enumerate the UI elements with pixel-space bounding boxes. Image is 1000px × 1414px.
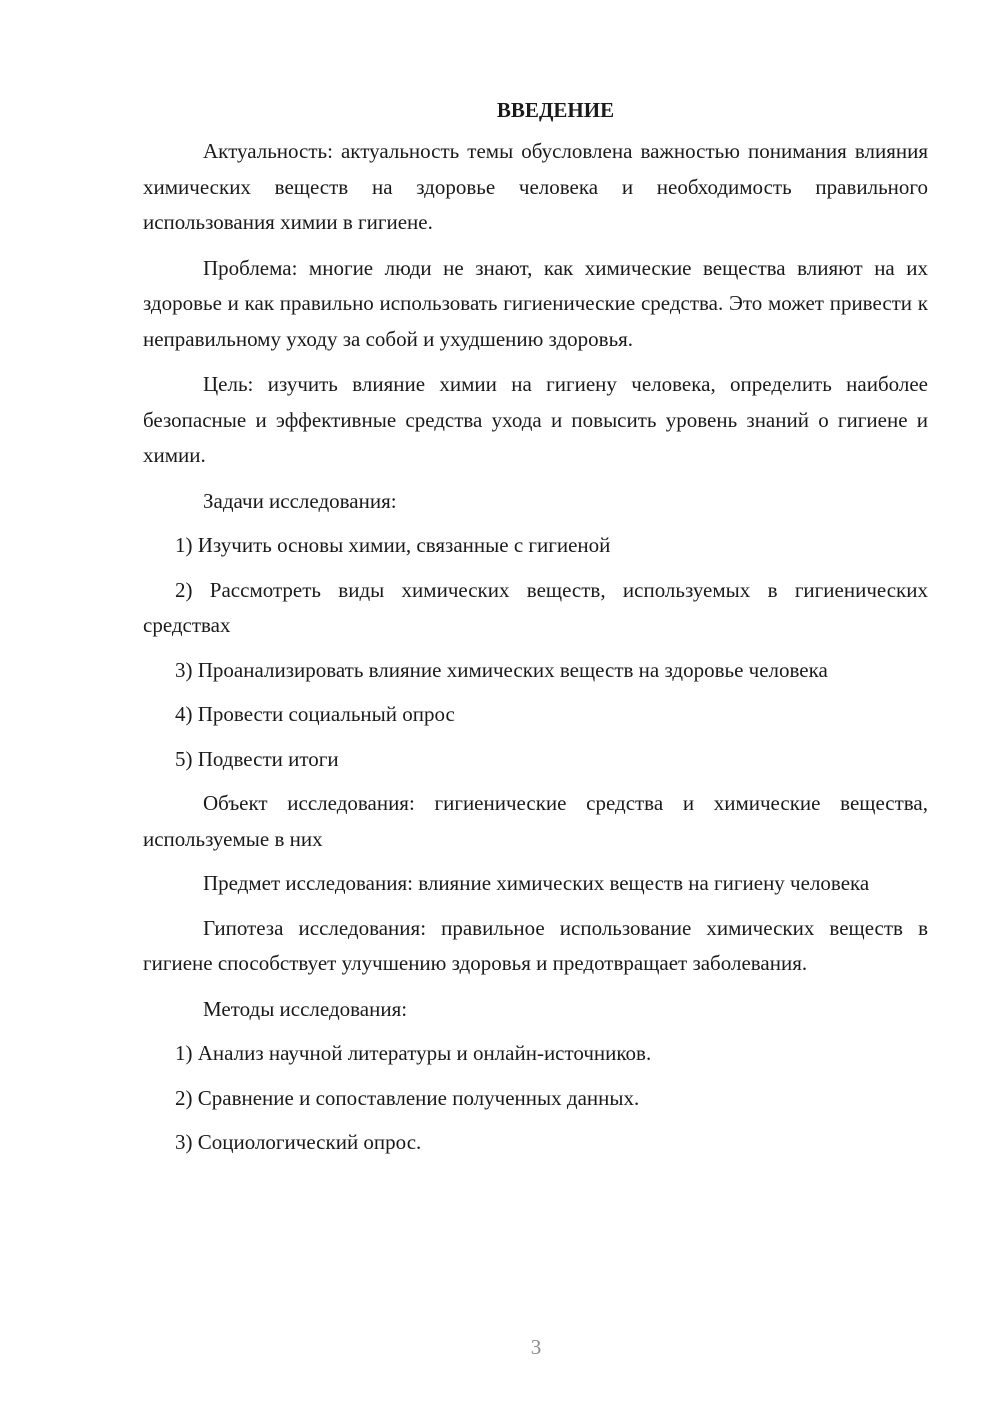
subject-paragraph: Предмет исследования: влияние химических веществ на гигиену человека <box>203 871 870 895</box>
relevance-paragraph: Актуальность: актуальность темы обусловлена важностью понимания влияния химических веществ на здоровье человека и необходимость правильного использования химии в гигиене. <box>143 139 928 234</box>
object-paragraph: Объект исследования: гигиенические средства и химические вещества, используемые в них <box>143 791 928 851</box>
hypothesis-paragraph: Гипотеза исследования: правильное использование химических веществ в гигиене способствует улучшению здоровья и предотвращает заболевания. <box>143 915 928 975</box>
task-item: 4) Провести социальный опрос <box>175 702 455 726</box>
document-page <box>143 92 928 1161</box>
task-item: 3) Проанализировать влияние химических веществ на здоровье человека <box>175 657 828 682</box>
task-item: 1) Изучить основы химии, связанные с гигиеной <box>175 533 611 557</box>
task-item: 2) Рассмотреть виды химических веществ, используемых в гигиенических средствах <box>143 577 928 637</box>
page-number: 3 <box>530 1335 542 1359</box>
method-item: 2) Сравнение и сопоставление полученных данных. <box>175 1085 640 1110</box>
section-heading: ВВЕДЕНИЕ <box>496 98 615 122</box>
task-item: 5) Подвести итоги <box>175 746 339 771</box>
methods-title: Методы исследования: <box>203 996 408 1021</box>
tasks-title: Задачи исследования: <box>203 488 397 513</box>
problem-paragraph: Проблема: многие люди не знают, как химические вещества влияют на их здоровье и как правильно использовать гигиенические средства. Это может привести к неправильному уходу за собой и ухудшению здоровья. <box>143 255 928 351</box>
method-item: 1) Анализ научной литературы и онлайн-источников. <box>175 1041 652 1065</box>
goal-paragraph: Цель: изучить влияние химии на гигиену человека, определить наиболее безопасные и эффективные средства ухода и повысить уровень знаний о гигиене и химии. <box>143 372 928 467</box>
method-item: 3) Социологический опрос. <box>175 1130 422 1154</box>
